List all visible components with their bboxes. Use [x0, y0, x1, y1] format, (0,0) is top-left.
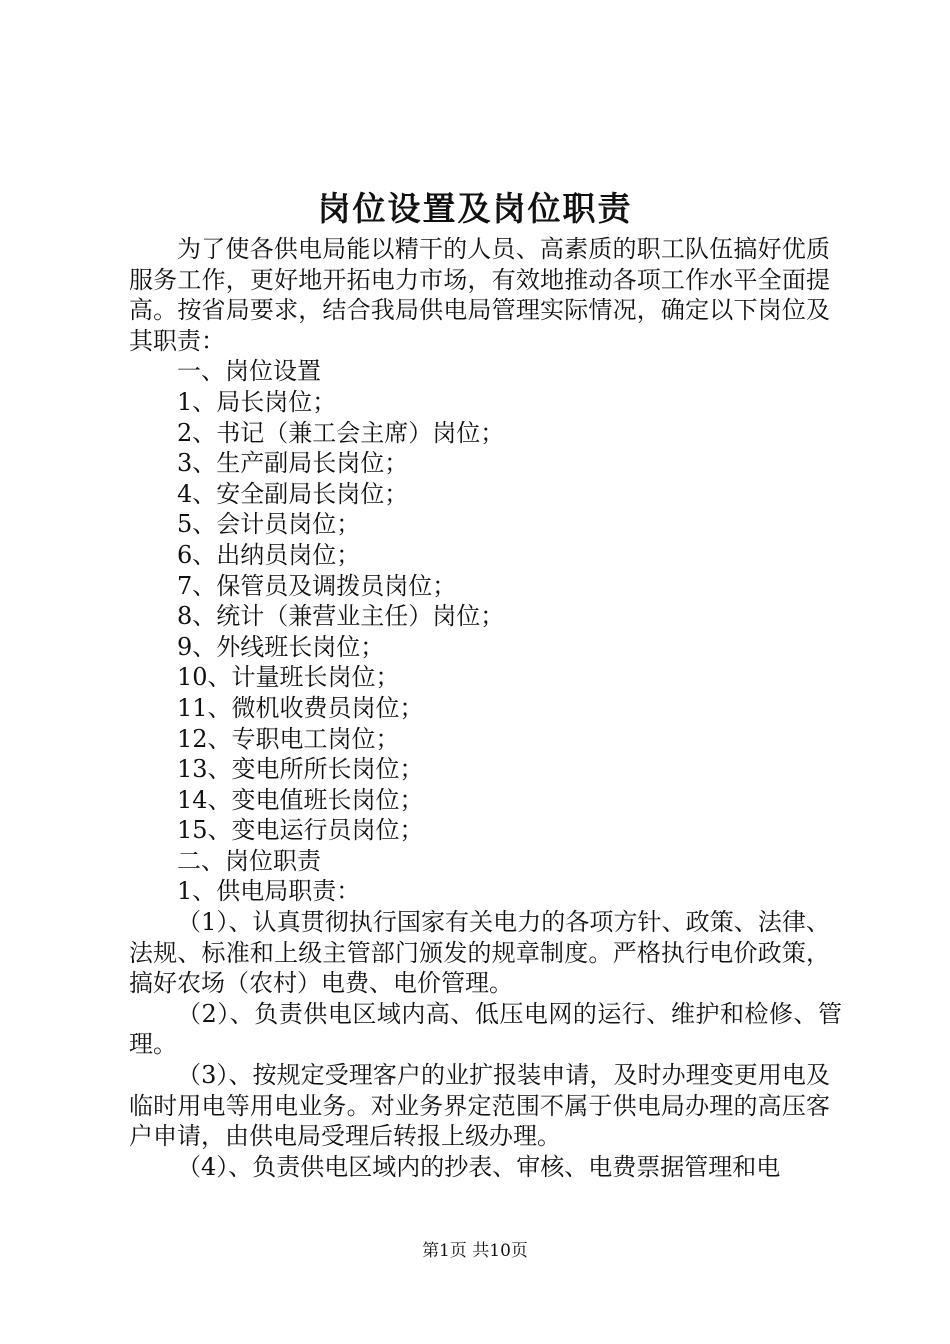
duty-item: （2）、负责供电区域内高、低压电网的运行、维护和检修、管理。 [129, 999, 842, 1059]
position-item: 7、保管员及调拨员岗位； [177, 571, 457, 600]
intro-paragraph: 为了使各供电局能以精干的人员、高素质的职工队伍搞好优质服务工作，更好地开拓电力市场，有效地推动各项工作水平全面提高。按省局要求，结合我局供电局管理实际情况，确定以下岗位及其职责： [129, 235, 830, 355]
section-heading-duties: 二、岗位职责 [177, 846, 321, 875]
position-item: 15、变电运行员岗位； [177, 816, 424, 845]
position-item: 11、微机收费员岗位； [177, 693, 424, 722]
page-number-footer: 第1页 共10页 [422, 1241, 528, 1261]
position-item: 13、变电所所长岗位； [177, 755, 424, 784]
document-title: 岗位设置及岗位职责 [317, 189, 633, 228]
position-item: 6、出纳员岗位； [177, 540, 361, 569]
position-item: 8、统计（兼营业主任）岗位； [177, 602, 505, 631]
document-body [129, 234, 842, 1182]
position-item: 12、专职电工岗位； [177, 724, 400, 753]
position-item: 5、会计员岗位； [177, 510, 361, 539]
duty-item: （3）、按规定受理客户的业扩报装申请，及时办理变更用电及临时用电等用电业务。对业务界定范围不属于供电局办理的高压客户申请，由供电局受理后转报上级办理。 [129, 1061, 830, 1151]
position-item: 3、生产副局长岗位； [177, 449, 409, 478]
position-item: 1、局长岗位； [177, 387, 337, 416]
position-item: 4、安全副局长岗位； [177, 479, 409, 508]
position-item: 2、书记（兼工会主席）岗位； [177, 418, 505, 447]
section-heading-positions: 一、岗位设置 [177, 357, 321, 386]
position-item: 9、外线班长岗位； [177, 632, 385, 661]
duty-subheading: 1、供电局职责： [177, 877, 361, 906]
duty-item: （1）、认真贯彻执行国家有关电力的各项方针、政策、法律、法规、标准和上级主管部门颁发的规章制度。严格执行电价政策，搞好农场（农村）电费、电价管理。 [129, 908, 830, 998]
position-item: 10、计量班长岗位； [177, 663, 400, 692]
duty-item: （4）、负责供电区域内的抄表、审核、电费票据管理和电 [177, 1152, 781, 1181]
position-item: 14、变电值班长岗位； [177, 785, 424, 814]
